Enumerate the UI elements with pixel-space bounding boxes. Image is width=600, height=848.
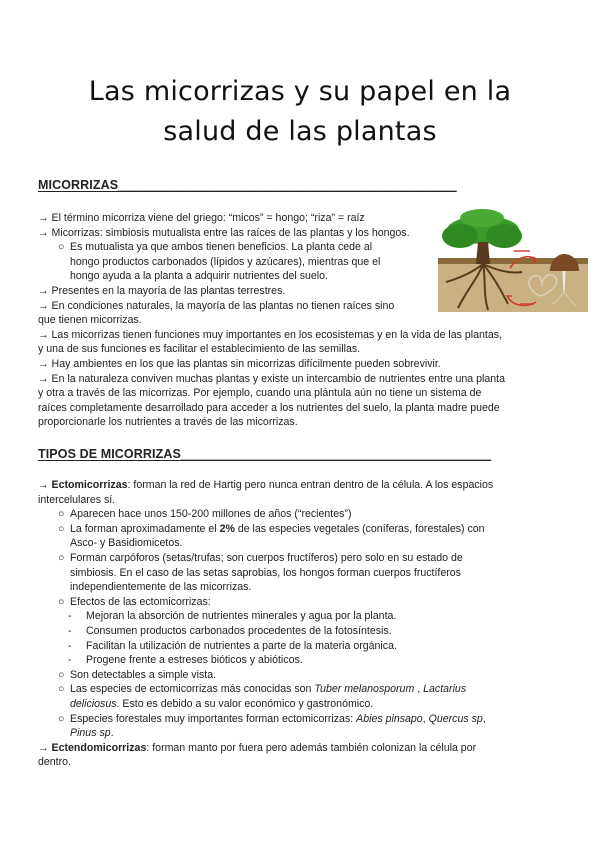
species-name: Abies pinsapo <box>356 712 423 725</box>
paragraph-line: intercelulares sí. <box>38 493 116 506</box>
paragraph-line: proporcionarle los nutrientes a través de las micorrizas. <box>38 416 298 429</box>
label-mark-top <box>514 250 530 252</box>
heading-text: MICORRIZAS <box>38 178 119 192</box>
list-item-continuation: Pinus sp. <box>70 727 114 740</box>
list-item: ○ Las especies de ectomicorrizas más conocidas son Tuber melanosporum , Lactarius <box>58 683 467 696</box>
page-title <box>0 72 600 152</box>
list-item: ○ Aparecen hace unos 150-200 millones de años (“recientes”) <box>58 508 352 521</box>
paragraph-line: → Las micorrizas tienen funciones muy importantes en los ecosistemas y en la vida de las plantas, <box>38 328 502 341</box>
circle-bullet: ○ <box>58 595 65 608</box>
paragraph-line: → Ectendomicorrizas: forman manto por fuera pero además también colonizan la célula por <box>38 741 477 754</box>
circle-bullet: ○ <box>58 551 65 564</box>
title-line-1: Las micorrizas y su papel en la <box>88 76 512 107</box>
species-name: Tuber melanosporum <box>314 683 415 696</box>
list-item-continuation: independientemente de las micorrizas. <box>70 581 252 594</box>
dash-bullet: - <box>68 610 72 623</box>
paragraph-line: y una de sus funciones es facilitar el establecimiento de las semillas. <box>38 343 361 356</box>
sub-list-item: - Progene frente a estreses bióticos y abióticos. <box>68 654 303 667</box>
sub-list-item: - Mejoran la absorción de nutrientes minerales y agua por la planta. <box>68 610 397 623</box>
list-item-continuation: deliciosus. Esto es debido a su valor económico y gastronómico. <box>70 697 374 710</box>
title-line-2: salud de las plantas <box>163 116 437 147</box>
paragraph-line: → Micorrizas: simbiosis mutualista entre las raíces de las plantas y los hongos. <box>38 226 410 239</box>
species-name: Pinus sp <box>70 727 111 740</box>
list-item: ○ Es mutualista ya que ambos tienen beneficios. La planta cede al <box>58 241 373 254</box>
mycorrhiza-illustration <box>438 208 588 312</box>
circle-bullet: ○ <box>58 712 65 725</box>
foliage-left <box>442 224 478 248</box>
foliage-right <box>486 224 522 248</box>
term-ectomicorrizas: Ectomicorrizas <box>51 479 128 491</box>
paragraph-line: que tienen micorrizas. <box>38 314 142 327</box>
list-item: ○ Especies forestales muy importantes forman ectomicorrizas: Abies pinsapo, Quercus sp, <box>58 712 486 725</box>
mushroom-cap <box>550 254 579 271</box>
list-item-continuation: Asco- y Basidiomicetos. <box>70 537 183 550</box>
list-item: ○ Forman carpóforos (setas/trufas; son cuerpos fructíferos) pero solo en su estado de <box>58 551 463 564</box>
label-mark-bottom <box>520 303 534 305</box>
section-tipos-body <box>38 478 558 770</box>
circle-bullet: ○ <box>58 508 65 521</box>
dash-bullet: - <box>68 624 72 637</box>
paragraph-line: → El término micorriza viene del griego: “micos” = hongo; “riza” = raíz <box>38 212 365 224</box>
list-item-continuation: hongo ayuda a la planta a adquirir nutrientes del suelo. <box>70 270 328 283</box>
sub-list-item: - Consumen productos carbonados procedentes de la fotosíntesis. <box>68 624 392 637</box>
tree-trunk <box>476 242 490 264</box>
list-item-continuation: simbiosis. En el caso de las setas saprobias, los hongos forman cuerpos fructíferos <box>70 566 461 579</box>
paragraph-line: raíces completamente desarrollado para acceder a los nutrientes del suelo, la planta madre puede <box>38 401 500 414</box>
heading-text: TIPOS DE MICORRIZAS <box>38 447 181 461</box>
section-heading-micorrizas <box>38 178 457 192</box>
species-name: Quercus sp <box>428 712 483 725</box>
foliage-crown <box>460 209 504 227</box>
term-ectendomicorrizas: Ectendomicorrizas <box>51 741 147 754</box>
list-item: ○ La forman aproximadamente el 2% de las especies vegetales (coníferas, forestales) con <box>58 522 485 535</box>
list-item: ○ Son detectables a simple vista. <box>58 668 217 681</box>
paragraph-line: → Presentes en la mayoría de las plantas terrestres. <box>38 284 286 297</box>
section-heading-tipos <box>38 447 491 461</box>
dash-bullet: - <box>68 654 72 667</box>
paragraph-line: → Hay ambientes en los que las plantas sin micorrizas difícilmente pueden sobrevivir. <box>38 357 441 370</box>
sub-list-item: - Facilitan la utilización de nutrientes a parte de la materia orgánica. <box>68 639 397 652</box>
paragraph-line: y otra a través de las micorrizas. Por ejemplo, cuando una plántula aún no tiene un sistema de <box>38 387 482 400</box>
dash-bullet: - <box>68 639 72 652</box>
species-name: deliciosus <box>70 697 117 710</box>
paragraph-line: → Ectomicorrizas: forman la red de Hartig pero nunca entran dentro de la célula. A los espacios <box>38 479 494 491</box>
mushroom-stem <box>562 270 566 292</box>
paragraph-line: → En la naturaleza conviven muchas plantas y existe un intercambio de nutrientes entre una planta <box>38 372 505 385</box>
paragraph-line: → En condiciones naturales, la mayoría de las plantas no tienen raíces sino <box>38 299 395 312</box>
heading-rule: ____________________________________________ <box>180 447 492 461</box>
tree-mushroom-symbiosis-icon <box>438 208 588 312</box>
circle-bullet: ○ <box>58 241 65 254</box>
paragraph-line: dentro. <box>38 756 71 769</box>
list-item: ○ Efectos de las ectomicorrizas: <box>58 595 211 608</box>
heading-rule: ________________________________________________ <box>118 178 457 192</box>
list-item-continuation: hongo productos carbonados (lípidos y azúcares), mientras que el <box>70 255 381 268</box>
circle-bullet: ○ <box>58 668 65 681</box>
circle-bullet: ○ <box>58 522 65 535</box>
species-name: Lactarius <box>423 683 467 696</box>
circle-bullet: ○ <box>58 683 65 696</box>
